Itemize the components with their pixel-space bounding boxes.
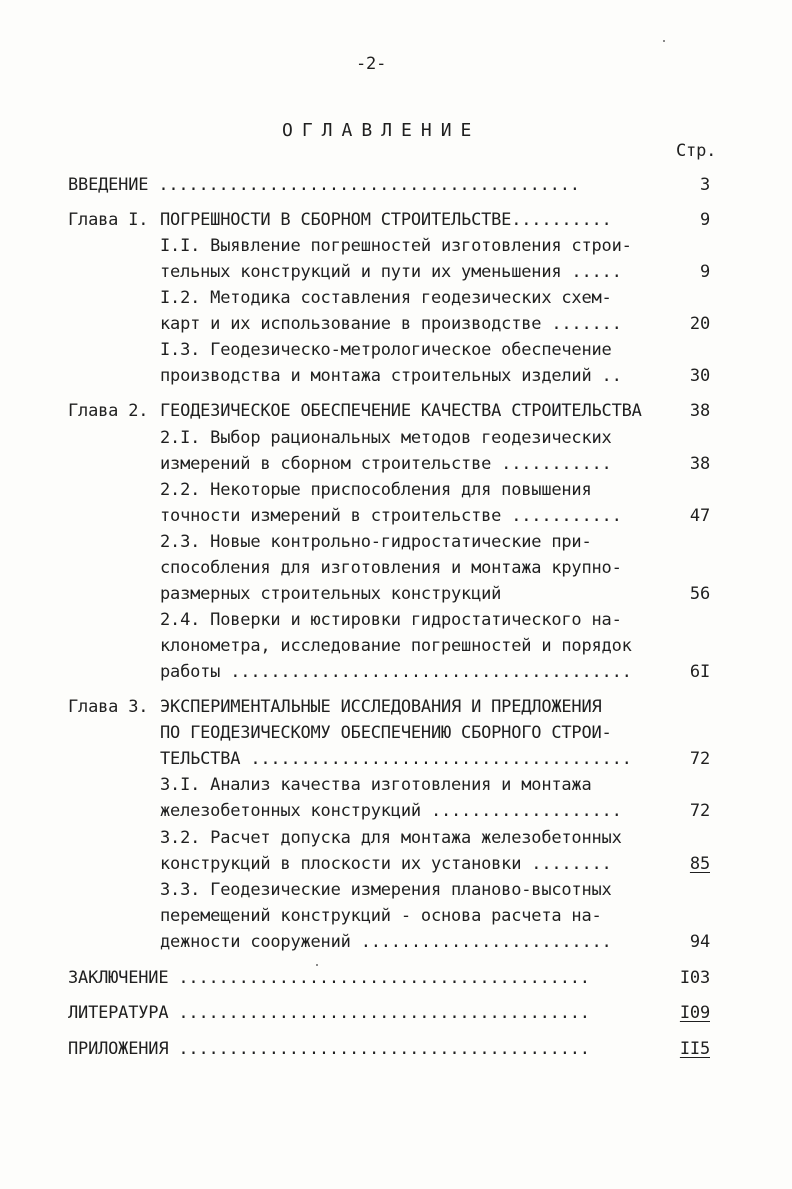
toc-section-2-3-page: 56 <box>689 584 710 604</box>
scan-speck <box>663 40 665 42</box>
toc-section-2-4: 2.4. Поверки и юстировки гидростатического на- <box>160 610 622 630</box>
toc-section-3-1-page: 72 <box>689 801 710 821</box>
toc-chapter-3-title: ТЕЛЬСТВА ...................................... <box>160 749 632 769</box>
toc-section-1-1-page: 9 <box>699 262 710 282</box>
toc-intro: ВВЕДЕНИЕ .......................................... <box>68 175 580 195</box>
page-number: -2- <box>356 54 387 74</box>
toc-section-2-4: клонометра, исследование погрешностей и порядок <box>160 636 632 656</box>
toc-section-2-4-page: 6I <box>689 662 710 682</box>
toc-chapter-3-title: ПО ГЕОДЕЗИЧЕСКОМУ ОБЕСПЕЧЕНИЮ СБОРНОГО СТРОИ- <box>160 723 612 743</box>
toc-chapter-2-title: ГЕОДЕЗИЧЕСКОЕ ОБЕСПЕЧЕНИЕ КАЧЕСТВА СТРОИТЕЛЬСТВА <box>160 401 642 421</box>
toc-section-1-1: тельных конструкций и пути их уменьшения ..... <box>160 262 622 282</box>
toc-section-3-2-page: 85 <box>689 854 710 874</box>
page-column-label: Стр. <box>676 141 717 161</box>
toc-section-3-1: 3.I. Анализ качества изготовления и монтажа <box>160 775 592 795</box>
toc-section-3-1: железобетонных конструкций ................... <box>160 801 622 821</box>
toc-chapter-1-label: Глава I. <box>68 210 149 230</box>
toc-section-2-1-page: 38 <box>689 454 710 474</box>
toc-section-3-2: 3.2. Расчет допуска для монтажа железобетонных <box>160 828 622 848</box>
toc-section-1-2-page: 20 <box>689 314 710 334</box>
toc-literature-page: I09 <box>679 1003 710 1023</box>
toc-section-1-3: I.3. Геодезическо-метрологическое обеспечение <box>160 340 612 360</box>
toc-section-3-3-page: 94 <box>689 932 710 952</box>
toc-section-2-2-page: 47 <box>689 506 710 526</box>
toc-chapter-2-page: 38 <box>689 401 710 421</box>
toc-appendix: ПРИЛОЖЕНИЯ ......................................... <box>68 1039 590 1059</box>
toc-section-2-2: 2.2. Некоторые приспособления для повышения <box>160 480 592 500</box>
toc-conclusion-page: I03 <box>679 968 710 988</box>
toc-section-3-3: дежности сооружений ......................... <box>160 932 612 952</box>
toc-section-2-1: 2.I. Выбор рациональных методов геодезических <box>160 428 612 448</box>
toc-section-3-3: перемещений конструкций - основа расчета на- <box>160 906 602 926</box>
toc-section-1-2: I.2. Методика составления геодезических схем- <box>160 288 612 308</box>
toc-section-1-2: карт и их использование в производстве ....... <box>160 314 622 334</box>
toc-chapter-1-title: ПОГРЕШНОСТИ В СБОРНОМ СТРОИТЕЛЬСТВЕ.......... <box>160 210 612 230</box>
toc-conclusion: ЗАКЛЮЧЕНИЕ ......................................... <box>68 968 590 988</box>
toc-chapter-3-title: ЭКСПЕРИМЕНТАЛЬНЫЕ ИССЛЕДОВАНИЯ И ПРЕДЛОЖЕНИЯ <box>160 697 602 717</box>
scan-speck <box>316 964 318 966</box>
toc-intro-page: 3 <box>699 175 710 195</box>
toc-section-3-3: 3.3. Геодезические измерения планово-высотных <box>160 880 612 900</box>
toc-chapter-3-label: Глава 3. <box>68 697 149 717</box>
toc-section-3-2: конструкций в плоскости их установки ........ <box>160 854 612 874</box>
toc-section-2-4: работы ........................................ <box>160 662 632 682</box>
toc-section-2-3: размерных строительных конструкций <box>160 584 502 604</box>
toc-section-2-1: измерений в сборном строительстве ........... <box>160 454 612 474</box>
toc-section-1-3: производства и монтажа строительных изделий .. <box>160 366 622 386</box>
toc-appendix-page: II5 <box>679 1039 710 1059</box>
toc-section-1-1: I.I. Выявление погрешностей изготовления строи- <box>160 236 632 256</box>
page-title: ОГЛАВЛЕНИЕ <box>282 120 481 141</box>
toc-chapter-3-page: 72 <box>689 749 710 769</box>
toc-chapter-2-label: Глава 2. <box>68 401 149 421</box>
toc-section-2-3: 2.3. Новые контрольно-гидростатические при- <box>160 532 592 552</box>
toc-chapter-1-page: 9 <box>699 210 710 230</box>
toc-section-2-2: точности измерений в строительстве ........... <box>160 506 622 526</box>
toc-section-2-3: способления для изготовления и монтажа крупно- <box>160 558 622 578</box>
toc-section-1-3-page: 30 <box>689 366 710 386</box>
toc-literature: ЛИТЕРАТУРА ......................................... <box>68 1003 590 1023</box>
